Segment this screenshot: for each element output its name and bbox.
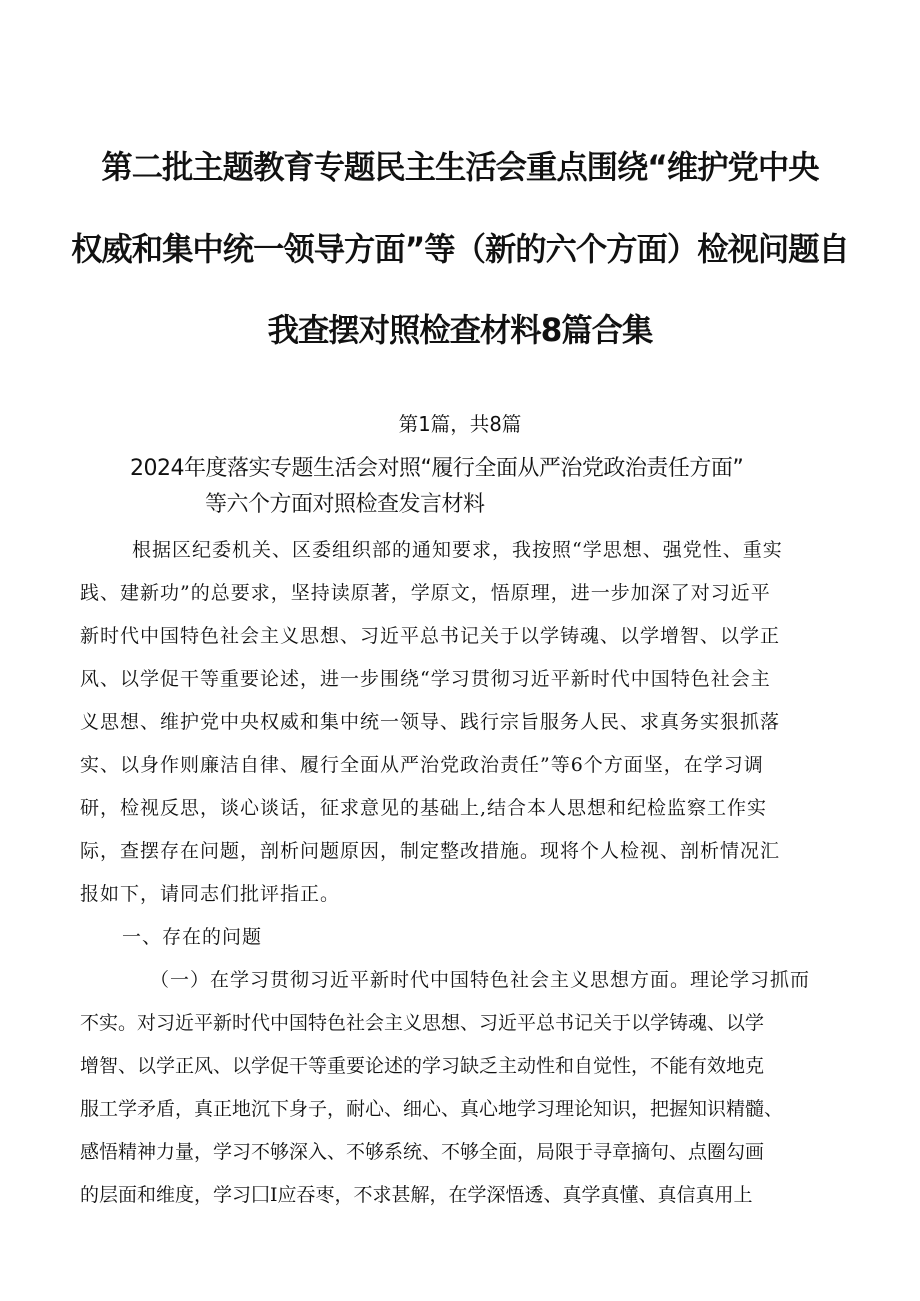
body-text-line: 增智、以学正风、以学促干等重要论述的学习缺乏主动性和自觉性，不能有效地克 (80, 1055, 765, 1077)
body-text-line: 新时代中国特色社会主义思想、习近平总书记关于以学铸魂、以学增智、以学正 (80, 625, 781, 647)
chapter-label: 第1篇，共8篇 (398, 412, 522, 436)
body-text-line: 研，检视反思，谈心谈话，征求意见的基础上,结合本人思想和纪检监察工作实 (80, 797, 768, 819)
section-heading: 一、存在的问题 (122, 926, 263, 948)
article-subtitle-line-1: 2024年度落实专题生活会对照“履行全面从严治党政治责任方面” (130, 456, 744, 481)
body-text-line: 际，查摆存在问题，剖析问题原因，制定整改措施。现将个人检视、剖析情况汇 (80, 840, 781, 862)
article-subtitle-line-2: 等六个方面对照检查发言材料 (205, 492, 485, 517)
body-text-line: 不实。对习近平新时代中国特色社会主义思想、习近平总书记关于以学铸魂、以学 (80, 1012, 765, 1034)
document-title-line-2: 权威和集中统一领导方面”等（新的六个方面）检视问题自 (71, 230, 849, 268)
body-text-line: 感悟精神力量，学习不够深入、不够系统、不够全面，局限于寻章摘句、点圈勾画 (80, 1141, 765, 1163)
document-title-line-1: 第二批主题教育专题民主生活会重点围绕“维护党中央 (101, 148, 819, 186)
body-text-line: 践、建新功”的总要求，坚持读原著，学原文，悟原理，进一步加深了对习近平 (80, 582, 771, 604)
body-text-line: 根据区纪委机关、区委组织部的通知要求，我按照“学思想、强党性、重实 (132, 539, 783, 561)
body-text-line: （一）在学习贯彻习近平新时代中国特色社会主义思想方面。理论学习抓而 (150, 969, 811, 991)
body-text-line: 服工学矛盾，真正地沉下身子，耐心、细心、真心地学习理论知识，把握知识精髓、 (80, 1098, 784, 1120)
body-text-line: 实、以身作则廉洁自律、履行全面从严治党政治责任”等6个方面坚，在学习调 (80, 754, 764, 776)
body-text-line: 义思想、维护党中央权威和集中统一领导、践行宗旨服务人民、求真务实狠抓落 (80, 711, 781, 733)
body-text-line: 报如下，请同志们批评指正。 (80, 883, 341, 905)
body-text-line: 风、以学促干等重要论述，进一步围绕“学习贯彻习近平新时代中国特色社会主 (80, 668, 771, 690)
body-text-line: 的层面和维度，学习囗Ⅰ应吞枣，不求甚解，在学深悟透、真学真懂、真信真用上 (80, 1184, 753, 1206)
document-title-line-3: 我查摆对照检查材料8篇合集 (267, 311, 653, 349)
